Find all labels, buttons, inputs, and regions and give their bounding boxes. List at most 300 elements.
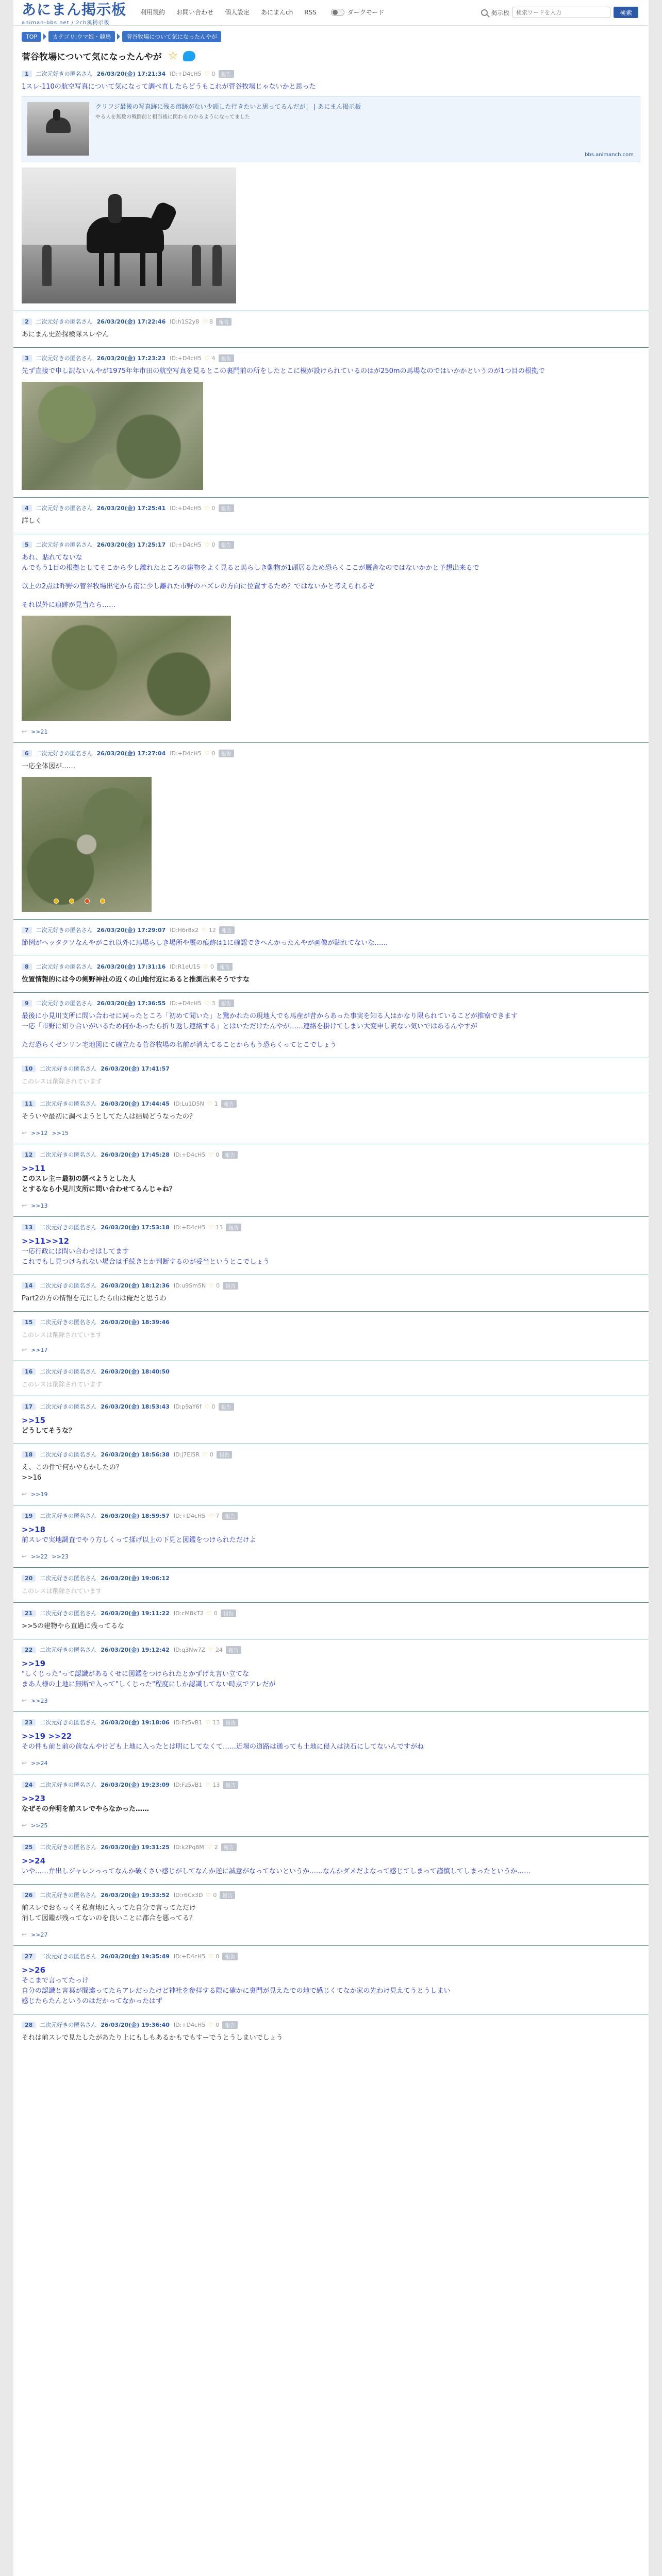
post-image-aerial-map[interactable] xyxy=(22,777,152,912)
reply-link[interactable]: >>15 xyxy=(52,1129,69,1137)
post xyxy=(13,1884,649,1945)
post-number[interactable]: 15 xyxy=(22,1319,36,1326)
post-number[interactable]: 2 xyxy=(22,318,32,325)
post-author: 二次元好きの匿名さん xyxy=(40,1575,97,1582)
post-date: 26/03/20(金) 18:59:57 xyxy=(101,1513,170,1519)
post xyxy=(13,992,649,1058)
reply-anchor[interactable]: >>11 xyxy=(22,1164,46,1173)
reply-link[interactable]: >>25 xyxy=(31,1822,48,1829)
breadcrumb-separator xyxy=(117,33,120,40)
reply-arrow-icon: ↩ xyxy=(22,1490,27,1498)
search-input[interactable] xyxy=(512,7,610,18)
post-number[interactable]: 11 xyxy=(22,1100,36,1107)
like-heart-icon[interactable]: ♡ xyxy=(208,1512,214,1519)
post-number[interactable]: 13 xyxy=(22,1224,36,1231)
post-id: ID:h1S2y8 xyxy=(170,318,200,325)
line-gap xyxy=(22,1032,640,1040)
report-button[interactable]: 報告 xyxy=(220,1891,235,1899)
link-domain[interactable]: bbs.animanch.com xyxy=(585,152,634,158)
post-number[interactable]: 21 xyxy=(22,1610,36,1617)
report-button[interactable]: 報告 xyxy=(219,541,234,549)
like-heart-icon[interactable]: ♡ xyxy=(205,1719,211,1726)
report-button[interactable]: 報告 xyxy=(219,999,234,1007)
report-button[interactable]: 報告 xyxy=(222,1512,238,1520)
post-image-horse-photo[interactable] xyxy=(22,167,236,303)
favorite-star-icon[interactable]: ☆ xyxy=(168,49,178,62)
post-number[interactable]: 18 xyxy=(22,1451,36,1458)
page xyxy=(13,0,649,2576)
post xyxy=(13,2014,649,2050)
post xyxy=(13,1602,649,1639)
reply-link[interactable]: >>23 xyxy=(31,1697,48,1704)
like-count: 0 xyxy=(211,70,216,77)
post-image-aerial-photo[interactable] xyxy=(22,616,231,721)
post-number[interactable]: 6 xyxy=(22,750,32,757)
post-header xyxy=(22,1150,640,1159)
post-header xyxy=(22,1064,640,1073)
like-heart-icon[interactable]: ♡ xyxy=(208,1151,214,1158)
search-bar xyxy=(481,7,638,18)
post-text: >>16 xyxy=(22,1474,42,1482)
post xyxy=(13,1311,649,1361)
post xyxy=(13,1396,649,1444)
like-heart-icon[interactable]: ♡ xyxy=(204,541,210,548)
post-number[interactable]: 19 xyxy=(22,1513,36,1519)
deleted-notice: このレスは削除されています xyxy=(22,1587,102,1595)
like-heart-icon[interactable]: ♡ xyxy=(204,1403,210,1410)
post-id: ID:+D4cH5 xyxy=(173,1224,206,1231)
post-text: 前スレでおもっくそ私有地に入ってた自分で言ってただけ xyxy=(22,1904,196,1912)
post-header xyxy=(22,1843,640,1851)
post xyxy=(13,1774,649,1836)
reply-anchor[interactable]: >>23 xyxy=(22,1794,46,1803)
reply-anchor[interactable]: >>26 xyxy=(22,1965,46,1975)
like-count: 0 xyxy=(216,1151,220,1158)
post-date: 26/03/20(金) 17:25:41 xyxy=(96,505,166,512)
post-id: ID:+D4cH5 xyxy=(173,1512,206,1519)
reply-links xyxy=(22,1129,640,1137)
post-body xyxy=(22,1163,640,1195)
reply-link[interactable]: >>23 xyxy=(52,1553,69,1560)
post xyxy=(13,1639,649,1711)
reply-link[interactable]: >>27 xyxy=(31,1931,48,1938)
report-button[interactable]: 報告 xyxy=(226,1646,241,1654)
like-heart-icon[interactable]: ♡ xyxy=(207,1843,212,1851)
report-button[interactable]: 報告 xyxy=(219,1403,234,1411)
post xyxy=(13,1216,649,1275)
post-number[interactable]: 23 xyxy=(22,1719,36,1726)
like-heart-icon[interactable]: ♡ xyxy=(201,926,207,934)
report-button[interactable]: 報告 xyxy=(219,926,235,934)
nav-rss[interactable]: RSS xyxy=(304,9,317,16)
post-date: 26/03/20(金) 17:36:55 xyxy=(96,1000,166,1007)
like-count: 0 xyxy=(216,1282,220,1289)
link-title[interactable]: クリフジ最後の写真跡に残る痕跡がない少頭した行きたいと思ってるんだが！ | あにまん掲示板 xyxy=(95,103,361,110)
like-heart-icon[interactable]: ♡ xyxy=(208,2021,214,2028)
breadcrumb-category[interactable]: カテゴリ:ウマ娘・競馬 xyxy=(48,31,115,42)
breadcrumb xyxy=(13,26,649,42)
post-body xyxy=(22,975,640,985)
post xyxy=(13,1361,649,1396)
photo-leg xyxy=(99,250,104,286)
post-number[interactable]: 3 xyxy=(22,355,32,362)
report-button[interactable]: 報告 xyxy=(219,354,234,362)
report-button[interactable]: 報告 xyxy=(222,1953,238,1960)
post-body xyxy=(22,82,640,92)
map-marker xyxy=(54,899,59,904)
search-icon xyxy=(481,9,488,16)
post-author: 二次元好きの匿名さん xyxy=(40,1368,97,1375)
post-author: 二次元好きの匿名さん xyxy=(40,1647,97,1653)
post-date: 26/03/20(金) 17:29:07 xyxy=(96,927,166,934)
post-body xyxy=(22,1463,640,1483)
like-count: 0 xyxy=(211,541,216,548)
post-date: 26/03/20(金) 19:18:06 xyxy=(101,1719,170,1726)
like-count: 13 xyxy=(216,1224,223,1231)
reply-anchor[interactable]: >>18 xyxy=(22,1525,46,1534)
post-text: Part2の方の情報を元にしたら山は俺だと思うわ xyxy=(22,1295,167,1302)
like-heart-icon[interactable]: ♡ xyxy=(203,963,208,970)
post-body xyxy=(22,1658,640,1690)
post-id: ID:+D4cH5 xyxy=(170,541,202,548)
post xyxy=(13,956,649,992)
post-header xyxy=(22,1318,640,1326)
post-author: 二次元好きの匿名さん xyxy=(40,1610,97,1617)
post-id: ID:R1eU1S xyxy=(170,963,201,970)
post-header xyxy=(22,540,640,549)
link-thumbnail xyxy=(27,102,89,156)
post-header xyxy=(22,1367,640,1376)
post-number[interactable]: 25 xyxy=(22,1844,36,1851)
report-button[interactable]: 報告 xyxy=(219,750,234,757)
like-count: 0 xyxy=(209,1451,213,1458)
like-heart-icon[interactable]: ♡ xyxy=(209,1282,214,1289)
post-number[interactable]: 28 xyxy=(22,2022,36,2028)
thread-title: 菅谷牧場について気になったんやが xyxy=(22,52,162,62)
post-text: そこまで言ってたっけ xyxy=(22,1977,89,1985)
like-heart-icon[interactable]: ♡ xyxy=(204,354,210,362)
post-text: その件も前と前の前なんやけども上地に入ったとは明にしてなくて……近場の道路は通っても土地に侵入は決石にしてないんですがね xyxy=(22,1743,424,1751)
like-count: 2 xyxy=(214,1843,218,1851)
line-gap xyxy=(22,573,640,582)
post-date: 26/03/20(金) 19:23:09 xyxy=(101,1782,170,1788)
post-header xyxy=(22,317,640,326)
nav-terms[interactable]: 利用規約 xyxy=(140,9,166,16)
post-date: 26/03/20(金) 19:12:42 xyxy=(101,1647,170,1653)
post-id: ID:H6r8x2 xyxy=(170,926,198,934)
report-button[interactable]: 報告 xyxy=(217,963,233,971)
toggle-knob xyxy=(333,10,338,15)
reply-arrow-icon: ↩ xyxy=(22,1346,27,1353)
post-body xyxy=(22,516,640,527)
like-count: 0 xyxy=(213,1609,218,1617)
like-count: 0 xyxy=(210,963,214,970)
like-heart-icon[interactable]: ♡ xyxy=(206,1609,212,1617)
post xyxy=(13,347,649,497)
line-gap xyxy=(22,592,640,600)
like-heart-icon[interactable]: ♡ xyxy=(202,318,207,325)
post-header xyxy=(22,1402,640,1411)
post-author: 二次元好きの匿名さん xyxy=(40,1719,97,1726)
report-button[interactable]: 報告 xyxy=(217,1451,232,1459)
post-body xyxy=(22,1524,640,1546)
post-number[interactable]: 20 xyxy=(22,1575,36,1582)
post-text: んでもう1目の根拠としてそこから少し離れたところの建物をよく見ると馬らしき動物が1頭居るため恐らくここが厩舎なのではないかかと予想出来るで xyxy=(22,564,479,572)
photo-person xyxy=(212,245,222,286)
post xyxy=(13,1144,649,1216)
like-count: 8 xyxy=(209,318,213,325)
reply-link[interactable]: >>21 xyxy=(31,728,48,735)
reply-anchor[interactable]: >>24 xyxy=(22,1856,46,1866)
like-heart-icon[interactable]: ♡ xyxy=(204,70,210,77)
like-count: 13 xyxy=(212,1719,220,1726)
post-id: ID:+D4cH5 xyxy=(173,1151,206,1158)
nav-settings[interactable]: 個人設定 xyxy=(225,9,250,16)
post-body xyxy=(22,1855,640,1877)
like-count: 0 xyxy=(211,504,216,512)
post-header xyxy=(22,2021,640,2029)
like-heart-icon[interactable]: ♡ xyxy=(205,1781,211,1788)
breadcrumb-thread[interactable]: 菅谷牧場について気になったんやが xyxy=(122,31,221,42)
post-number[interactable]: 7 xyxy=(22,927,32,934)
post-number[interactable]: 12 xyxy=(22,1151,36,1158)
reply-link[interactable]: >>22 xyxy=(31,1553,48,1560)
post-header xyxy=(22,1609,640,1617)
reply-links xyxy=(22,1697,640,1704)
reply-arrow-icon: ↩ xyxy=(22,1129,27,1137)
post-text: 一応全体図が…… xyxy=(22,762,76,770)
like-heart-icon[interactable]: ♡ xyxy=(207,1100,212,1107)
post-body xyxy=(22,1235,640,1267)
like-count: 0 xyxy=(213,1891,217,1899)
like-heart-icon[interactable]: ♡ xyxy=(206,1891,211,1899)
report-button[interactable]: 報告 xyxy=(221,1609,236,1617)
post-number[interactable]: 9 xyxy=(22,1000,32,1007)
post-text: このスレ主＝最初の調べようとした人 xyxy=(22,1175,136,1183)
reply-arrow-icon: ↩ xyxy=(22,1202,27,1209)
site-logo[interactable] xyxy=(22,2,126,26)
search-button[interactable]: 検索 xyxy=(614,7,638,18)
like-count: 24 xyxy=(215,1646,223,1653)
post-text: そういや最初に調べようとしてた人は結局どうなったの？ xyxy=(22,1113,196,1121)
post-id: ID:+D4cH5 xyxy=(173,2021,206,2028)
like-heart-icon[interactable]: ♡ xyxy=(208,1646,213,1653)
post-header xyxy=(22,1574,640,1582)
reply-anchor[interactable]: >>15 xyxy=(22,1416,46,1425)
post-header xyxy=(22,1223,640,1231)
post-header xyxy=(22,504,640,512)
post-author: 二次元好きの匿名さん xyxy=(40,1451,97,1458)
post-body xyxy=(22,1294,640,1304)
post xyxy=(13,1711,649,1774)
post-author: 二次元好きの匿名さん xyxy=(40,1224,97,1231)
twitter-share-icon[interactable] xyxy=(183,51,195,61)
post-text: 感じたらたんというのはだかってなかったはず xyxy=(22,1997,163,2005)
post-date: 26/03/20(金) 17:23:23 xyxy=(96,355,166,362)
post-header xyxy=(22,1718,640,1726)
post-author: 二次元好きの匿名さん xyxy=(36,355,93,362)
report-button[interactable]: 報告 xyxy=(221,1843,237,1851)
photo-person xyxy=(192,245,201,286)
like-heart-icon[interactable]: ♡ xyxy=(203,1451,208,1458)
post-date: 26/03/20(金) 19:06:12 xyxy=(101,1575,170,1582)
report-button[interactable]: 報告 xyxy=(219,504,234,512)
report-button[interactable]: 報告 xyxy=(219,70,234,78)
post-date: 26/03/20(金) 17:53:18 xyxy=(101,1224,170,1231)
post-header xyxy=(22,1952,640,1960)
photo-leg xyxy=(140,250,145,286)
post-body xyxy=(22,1011,640,1050)
post-author: 二次元好きの匿名さん xyxy=(36,1000,93,1007)
post-body xyxy=(22,366,640,377)
post-date: 26/03/20(金) 17:44:45 xyxy=(101,1100,170,1107)
deleted-notice: このレスは削除されています xyxy=(22,1381,102,1388)
nav-animanch[interactable]: あにまんch xyxy=(261,9,293,16)
link-preview-card[interactable] xyxy=(22,96,640,162)
post xyxy=(13,1836,649,1884)
post-text: 消して図鑑が残ってないのを良いことに都合を悪ってる？ xyxy=(22,1914,196,1922)
reply-link[interactable]: >>13 xyxy=(31,1202,48,1209)
post-id: ID:cM8kT2 xyxy=(173,1609,204,1617)
post-number[interactable]: 1 xyxy=(22,71,32,77)
post-id: ID:k2Pq8M xyxy=(173,1843,204,1851)
like-count: 7 xyxy=(216,1512,220,1519)
post-author: 二次元好きの匿名さん xyxy=(40,1065,97,1072)
post-header xyxy=(22,1646,640,1654)
breadcrumb-separator xyxy=(43,33,46,40)
post-number[interactable]: 22 xyxy=(22,1647,36,1653)
post-header xyxy=(22,1891,640,1899)
post-number[interactable]: 27 xyxy=(22,1953,36,1960)
post xyxy=(13,311,649,347)
post-number[interactable]: 26 xyxy=(22,1892,36,1899)
toggle-switch[interactable] xyxy=(331,9,344,16)
post xyxy=(13,1058,649,1093)
post-header xyxy=(22,926,640,934)
reply-links xyxy=(22,1346,640,1353)
post-number[interactable]: 8 xyxy=(22,963,32,970)
post-number[interactable]: 16 xyxy=(22,1368,36,1375)
like-heart-icon[interactable]: ♡ xyxy=(204,504,210,512)
post-text: "しくじった"って認識があるくせに図鑑をつけられたとかずげえ言い立てな xyxy=(22,1670,249,1678)
post-author: 二次元好きの匿名さん xyxy=(36,750,93,757)
post-number[interactable]: 4 xyxy=(22,505,32,512)
map-marker xyxy=(85,899,90,904)
reply-link[interactable]: >>24 xyxy=(31,1759,48,1767)
post-date: 26/03/20(金) 17:25:17 xyxy=(96,541,166,548)
post-date: 26/03/20(金) 18:39:46 xyxy=(101,1319,170,1326)
reply-anchor[interactable]: >>19 xyxy=(22,1659,46,1668)
post-text: 最後に小見川支所に問い合わせに同ったところ「初めて聞いた」と驚かれたの現地人でも馬産が昔からあった事実を知る人はかなり限られているこどが推察できます xyxy=(22,1012,518,1020)
dark-mode-toggle[interactable] xyxy=(331,7,385,18)
post-body xyxy=(22,2033,640,2043)
post-number[interactable]: 24 xyxy=(22,1782,36,1788)
reply-anchor[interactable]: >>19 >>22 xyxy=(22,1732,72,1741)
post-header xyxy=(22,1281,640,1290)
deleted-notice: このレスは削除されています xyxy=(22,1078,102,1085)
post-number[interactable]: 5 xyxy=(22,541,32,548)
report-button[interactable]: 報告 xyxy=(226,1224,241,1231)
post-author: 二次元好きの匿名さん xyxy=(36,71,93,77)
post-text: 以上の2点は昨野の菅谷牧場出宅から南に少し離れた市野のハズレの方向に位置するため？ではないかと考えられるぞ xyxy=(22,583,375,590)
like-heart-icon[interactable]: ♡ xyxy=(208,1953,214,1960)
post-date: 26/03/20(金) 19:33:52 xyxy=(101,1892,170,1899)
post-header xyxy=(22,962,640,971)
post-text: 詳しく xyxy=(22,517,42,525)
post-author: 二次元好きの匿名さん xyxy=(40,2022,97,2028)
post-author: 二次元好きの匿名さん xyxy=(40,1403,97,1410)
header-nav xyxy=(140,7,395,18)
report-button[interactable]: 報告 xyxy=(222,2021,238,2029)
like-heart-icon[interactable]: ♡ xyxy=(208,1224,214,1231)
post-author: 二次元好きの匿名さん xyxy=(40,1151,97,1158)
post-id: ID:+D4cH5 xyxy=(170,504,202,512)
post-text: あれ、貼れてないな xyxy=(22,554,82,562)
post xyxy=(13,534,649,742)
post-text: 節例がヘッタクソなんやがこれ以外に馬場らしき場所や厩の痕跡は1に確認できへんかったんやが画像が貼れてないな…… xyxy=(22,939,388,947)
reply-link[interactable]: >>19 xyxy=(31,1490,48,1498)
post-author: 二次元好きの匿名さん xyxy=(40,1953,97,1960)
post-header xyxy=(22,749,640,757)
breadcrumb-top[interactable]: TOP xyxy=(22,32,41,42)
post-text: 前スレで実地調査でやり方しくって揉げ以上の下見と図鑑をつけられただけよ xyxy=(22,1536,256,1544)
post-author: 二次元好きの匿名さん xyxy=(36,541,93,548)
report-button[interactable]: 報告 xyxy=(223,1781,238,1789)
search-scope[interactable]: 掲示板 xyxy=(490,9,509,16)
post-image-aerial-photo[interactable] xyxy=(22,382,203,490)
post-body xyxy=(22,1415,640,1436)
like-heart-icon[interactable]: ♡ xyxy=(204,750,210,757)
post-author: 二次元好きの匿名さん xyxy=(40,1100,97,1107)
reply-links xyxy=(22,1553,640,1560)
post-number[interactable]: 10 xyxy=(22,1065,36,1072)
logo-subtext: animan-bbs.net / 2ch風掲示板 xyxy=(22,20,110,26)
post-body xyxy=(22,330,640,340)
post-id: ID:Lu1D5N xyxy=(173,1100,204,1107)
report-button[interactable]: 報告 xyxy=(223,1282,238,1290)
post-text: >>5の建物やら直過に残ってるな xyxy=(22,1622,125,1630)
like-count: 0 xyxy=(216,2021,220,2028)
reply-anchor[interactable]: >>11>>12 xyxy=(22,1236,70,1246)
nav-contact[interactable]: お問い合わせ xyxy=(176,9,214,16)
reply-link[interactable]: >>12 xyxy=(31,1129,48,1137)
post xyxy=(13,1093,649,1144)
reply-arrow-icon: ↩ xyxy=(22,728,27,735)
reply-link[interactable]: >>17 xyxy=(31,1346,48,1353)
reply-arrow-icon: ↩ xyxy=(22,1822,27,1829)
report-button[interactable]: 報告 xyxy=(222,1151,238,1159)
dark-mode-label: ダークモード xyxy=(347,9,385,16)
report-button[interactable]: 報告 xyxy=(216,318,231,326)
post-id: ID:+D4cH5 xyxy=(170,750,202,757)
like-heart-icon[interactable]: ♡ xyxy=(204,999,210,1007)
post-text: え、この件で何かやらかしたの？ xyxy=(22,1464,123,1471)
post-number[interactable]: 14 xyxy=(22,1282,36,1289)
post xyxy=(13,1275,649,1311)
post-id: ID:u9Sm5N xyxy=(173,1282,206,1289)
post-id: ID:+D4cH5 xyxy=(170,354,202,362)
reply-links xyxy=(22,728,640,735)
post-number[interactable]: 17 xyxy=(22,1403,36,1410)
report-button[interactable]: 報告 xyxy=(223,1719,238,1726)
post-text: 位置情報的には今の剣野神社の近くの山地付近にあると推測出来そうですな xyxy=(22,976,250,984)
report-button[interactable]: 報告 xyxy=(221,1100,237,1108)
post-body xyxy=(22,1793,640,1815)
reply-arrow-icon: ↩ xyxy=(22,1759,27,1767)
post-date: 26/03/20(金) 17:21:34 xyxy=(96,71,166,77)
reply-arrow-icon: ↩ xyxy=(22,1553,27,1560)
like-count: 0 xyxy=(216,1953,220,1960)
